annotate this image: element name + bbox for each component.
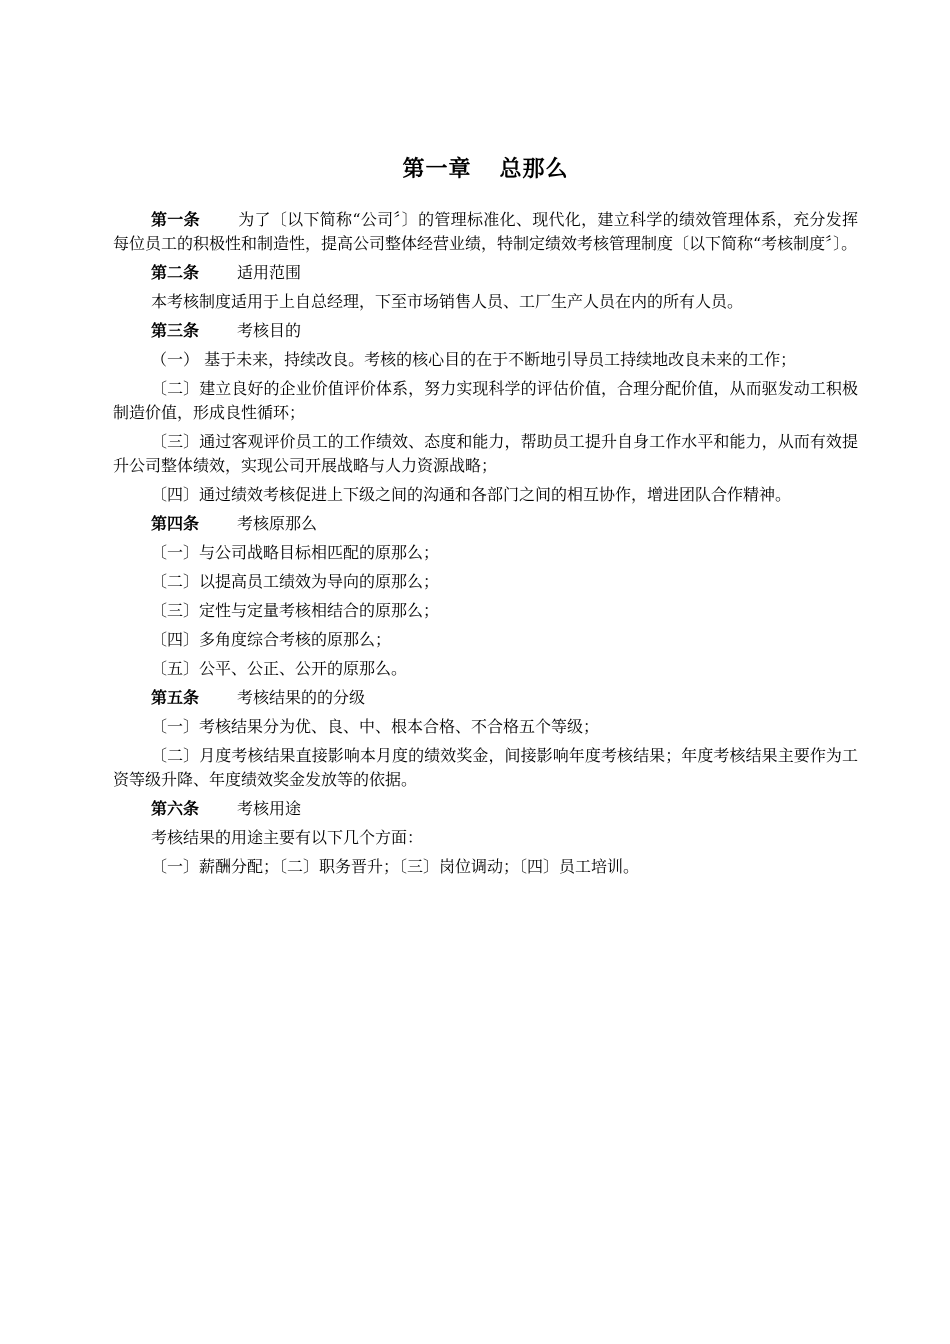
- article-3-title: 考核目的: [237, 321, 302, 340]
- article-1-text: 为了〔以下简称“公司〞〕的管理标准化、现代化，建立科学的绩效管理体系，充分发挥每位员工的积极性和制造性，提高公司整体经营业绩，特制定绩效考核管理制度〔以下简称“考核制度〞〕。: [113, 210, 858, 253]
- article-3-item: （一） 基于未来，持续改良。考核的核心目的在于不断地引导员工持续地改良未来的工作；: [151, 350, 797, 369]
- article-1: [113, 208, 858, 256]
- article-5-heading: [113, 686, 858, 710]
- chapter-title: [113, 150, 858, 190]
- article-1-head: 第一条: [151, 210, 200, 229]
- article-4-item: 〔二〕以提高员工绩效为导向的原那么；: [151, 572, 440, 591]
- chapter-name: 总那么: [499, 157, 569, 182]
- article-4-item: 〔一〕与公司战略目标相匹配的原那么；: [151, 543, 440, 562]
- article-4-item: 〔三〕定性与定量考核相结合的原那么；: [151, 601, 440, 620]
- article-3-item: 〔二〕建立良好的企业价值评价体系，努力实现科学的评估价值，合理分配价值，从而驱发动工积极制造价值，形成良性循环；: [113, 379, 858, 422]
- article-2-heading: [113, 261, 858, 285]
- article-5-title: 考核结果的的分级: [237, 688, 366, 707]
- article-2-head: 第二条: [151, 263, 200, 282]
- article-2-title: 适用范围: [237, 263, 302, 282]
- article-3-item: 〔四〕通过绩效考核促进上下级之间的沟通和各部门之间的相互协作，增进团队合作精神。: [151, 485, 792, 504]
- article-5-head: 第五条: [151, 688, 200, 707]
- article-4-heading: [113, 512, 858, 536]
- article-4-item: 〔五〕公平、公正、公开的原那么。: [151, 659, 408, 678]
- article-4-item: 〔四〕多角度综合考核的原那么；: [151, 630, 392, 649]
- article-2-body: 本考核制度适用于上自总经理，下至市场销售人员、工厂生产人员在内的所有人员。: [151, 292, 744, 311]
- article-6-heading: [113, 797, 858, 821]
- article-4-head: 第四条: [151, 514, 200, 533]
- article-3-heading: [113, 319, 858, 343]
- article-6-item: 考核结果的用途主要有以下几个方面：: [151, 828, 424, 847]
- article-5-item: 〔二〕月度考核结果直接影响本月度的绩效奖金，间接影响年度考核结果；年度考核结果主要作为工资等级升降、年度绩效奖金发放等的依据。: [113, 746, 858, 789]
- article-6-head: 第六条: [151, 799, 200, 818]
- article-3-item: 〔三〕通过客观评价员工的工作绩效、态度和能力，帮助员工提升自身工作水平和能力，从而有效提升公司整体绩效，实现公司开展战略与人力资源战略；: [113, 432, 858, 475]
- chapter-number: 第一章: [402, 157, 472, 182]
- article-3-head: 第三条: [151, 321, 200, 340]
- document-page: [113, 150, 858, 884]
- article-6-title: 考核用途: [237, 799, 302, 818]
- article-4-title: 考核原那么: [237, 514, 318, 533]
- article-6-item: 〔一〕薪酬分配；〔二〕职务晋升；〔三〕岗位调动；〔四〕员工培训。: [151, 857, 640, 876]
- article-5-item: 〔一〕考核结果分为优、良、中、根本合格、不合格五个等级；: [151, 717, 600, 736]
